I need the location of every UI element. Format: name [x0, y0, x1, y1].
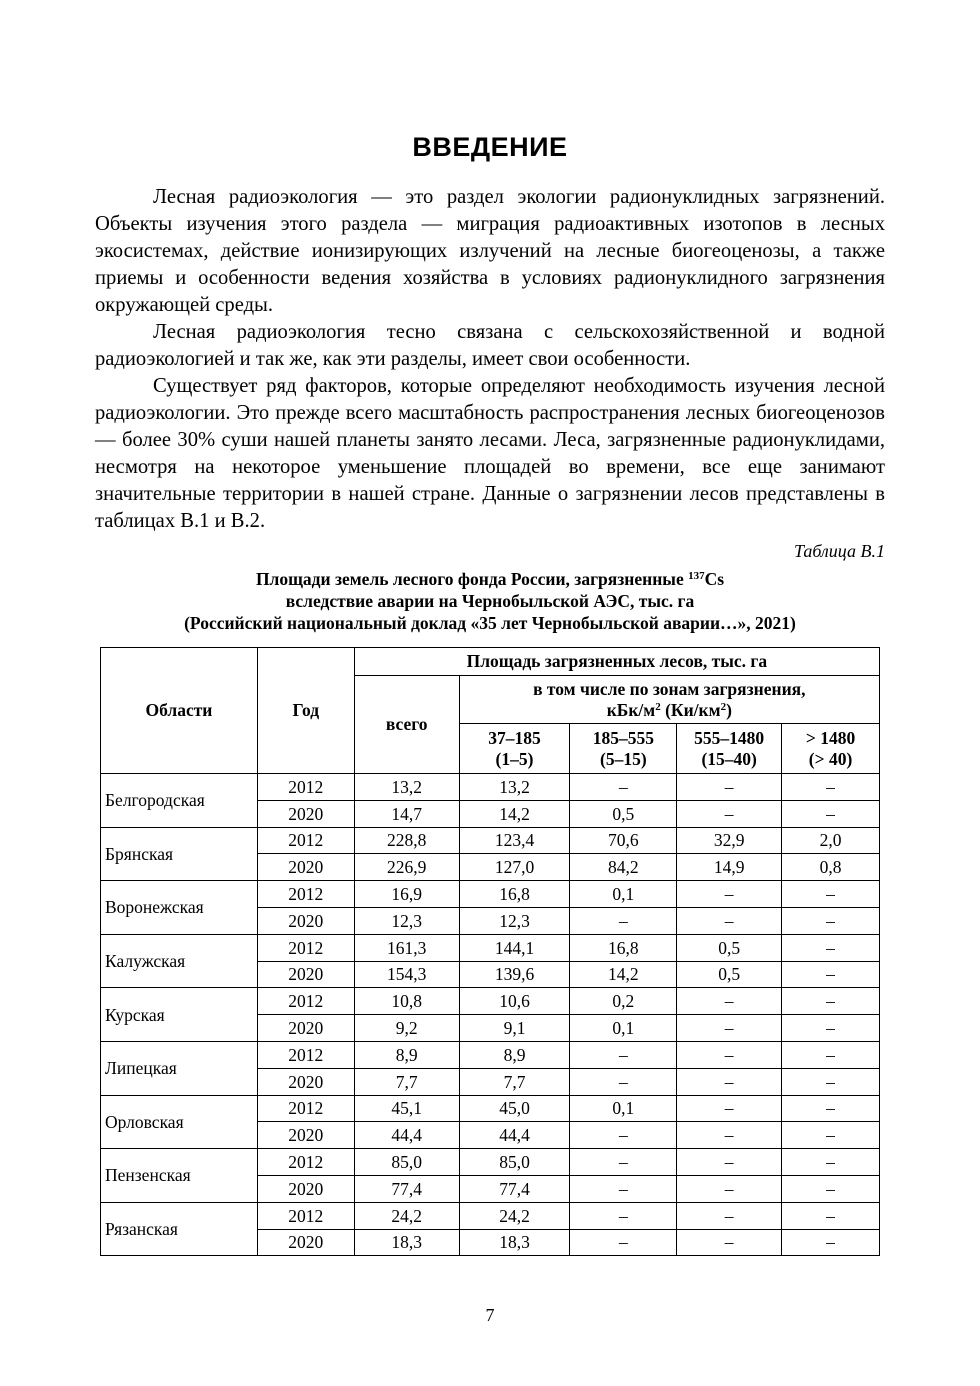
- zone-2-cell: –: [570, 1149, 677, 1176]
- zone-2-cell: 70,6: [570, 827, 677, 854]
- table-row: [101, 827, 880, 854]
- zone-2-cell: –: [570, 907, 677, 934]
- page-number: 7: [485, 1305, 495, 1325]
- total-area-cell: 77,4: [354, 1175, 459, 1202]
- zone-3-cell: 0,5: [677, 934, 782, 961]
- zone-3-cell: –: [677, 1122, 782, 1149]
- zone-4-cell: 0,8: [782, 854, 880, 881]
- zone-2-cell: 0,1: [570, 1095, 677, 1122]
- zone-3-cell: –: [677, 774, 782, 801]
- zone-4-cell: 2,0: [782, 827, 880, 854]
- year-cell: 2020: [257, 1068, 354, 1095]
- zone-4-cell: –: [782, 881, 880, 908]
- total-area-cell: 44,4: [354, 1122, 459, 1149]
- region-name-cell: Курская: [101, 988, 258, 1042]
- zone-3-cell: 0,5: [677, 961, 782, 988]
- isotope-mass-number: 137: [688, 570, 705, 582]
- zone-2-cell: 0,5: [570, 800, 677, 827]
- zone-3-cell: –: [677, 800, 782, 827]
- zone-1-cell: 85,0: [459, 1149, 570, 1176]
- zone-4-cell: –: [782, 1068, 880, 1095]
- zone-1-cell: 13,2: [459, 774, 570, 801]
- header-area-group: Площадь загрязненных лесов, тыс. га: [354, 648, 879, 676]
- paragraph: Лесная радиоэкология — это раздел экологии радионуклидных загрязнений. Объекты изучения этого раздела — миграция радиоактивных изотопов в лесных экосистемах, действие ионизирующих излучений на лесные биогеоценозы, а также приемы и особенности ведения хозяйства в условиях радионуклидного загрязнения окружающей среды.: [95, 186, 885, 316]
- zone-4-cell: –: [782, 1229, 880, 1256]
- total-area-cell: 7,7: [354, 1068, 459, 1095]
- year-cell: 2012: [257, 881, 354, 908]
- zone-3-cell: –: [677, 907, 782, 934]
- zone-1-cell: 144,1: [459, 934, 570, 961]
- total-area-cell: 16,9: [354, 881, 459, 908]
- year-cell: 2020: [257, 854, 354, 881]
- zone-4-cell: –: [782, 934, 880, 961]
- zone-4-cell: –: [782, 1202, 880, 1229]
- year-cell: 2012: [257, 1095, 354, 1122]
- zone-1-cell: 9,1: [459, 1015, 570, 1042]
- year-cell: 2012: [257, 1149, 354, 1176]
- zone-2-cell: 0,1: [570, 881, 677, 908]
- zone-4-cell: –: [782, 774, 880, 801]
- zone-4-cell: –: [782, 1041, 880, 1068]
- total-area-cell: 226,9: [354, 854, 459, 881]
- header-zone-1: 37–185 (1–5): [459, 724, 570, 774]
- zone-4-cell: –: [782, 1149, 880, 1176]
- table-row: [101, 934, 880, 961]
- zone-1-cell: 18,3: [459, 1229, 570, 1256]
- zone-3-cell: –: [677, 1015, 782, 1042]
- year-cell: 2020: [257, 1015, 354, 1042]
- region-name-cell: Калужская: [101, 934, 258, 988]
- year-cell: 2020: [257, 907, 354, 934]
- zone-3-cell: –: [677, 1229, 782, 1256]
- total-area-cell: 9,2: [354, 1015, 459, 1042]
- zone-3-cell: 32,9: [677, 827, 782, 854]
- zone-4-cell: –: [782, 1095, 880, 1122]
- year-cell: 2020: [257, 961, 354, 988]
- table-title-line-1: Площади земель лесного фонда России, загрязненные $^{137}$Cs: [255, 569, 725, 589]
- zone-1-cell: 123,4: [459, 827, 570, 854]
- zone-1-cell: 127,0: [459, 854, 570, 881]
- total-area-cell: 14,7: [354, 800, 459, 827]
- year-cell: 2020: [257, 1229, 354, 1256]
- header-region: Области: [101, 648, 258, 774]
- total-area-cell: 161,3: [354, 934, 459, 961]
- zone-3-cell: –: [677, 988, 782, 1015]
- zone-1-cell: 45,0: [459, 1095, 570, 1122]
- table-title-line-2: вследствие аварии на Чернобыльской АЭС, тыс. га: [285, 591, 695, 611]
- table-row: [101, 988, 880, 1015]
- section-heading: ВВЕДЕНИЕ: [412, 132, 568, 162]
- total-area-cell: 154,3: [354, 961, 459, 988]
- contamination-table: [100, 647, 880, 1256]
- body-text: [95, 184, 885, 535]
- region-name-cell: Брянская: [101, 827, 258, 881]
- region-name-cell: Белгородская: [101, 774, 258, 828]
- zone-1-cell: 77,4: [459, 1175, 570, 1202]
- region-name-cell: Орловская: [101, 1095, 258, 1149]
- zone-2-cell: –: [570, 774, 677, 801]
- zone-4-cell: –: [782, 961, 880, 988]
- zone-1-cell: 16,8: [459, 881, 570, 908]
- zone-2-cell: 0,2: [570, 988, 677, 1015]
- year-cell: 2020: [257, 1175, 354, 1202]
- table-row: [101, 1095, 880, 1122]
- zone-4-cell: –: [782, 1015, 880, 1042]
- year-cell: 2012: [257, 934, 354, 961]
- total-area-cell: 228,8: [354, 827, 459, 854]
- zone-2-cell: –: [570, 1229, 677, 1256]
- header-zone-3: 555–1480 (15–40): [677, 724, 782, 774]
- header-zone-2: 185–555 (5–15): [570, 724, 677, 774]
- total-area-cell: 13,2: [354, 774, 459, 801]
- total-area-cell: 45,1: [354, 1095, 459, 1122]
- zone-3-cell: –: [677, 1041, 782, 1068]
- table-row: [101, 1149, 880, 1176]
- zone-2-cell: –: [570, 1122, 677, 1149]
- zone-1-cell: 44,4: [459, 1122, 570, 1149]
- zone-2-cell: 84,2: [570, 854, 677, 881]
- paragraph: Существует ряд факторов, которые определяют необходимость изучения лесной радиоэкологии. Это прежде всего масштабность распространения лесных биогеоценозов — более 30% суши нашей планеты занято лесами. Леса, загрязненные радионуклидами, несмотря на некоторое уменьшение площадей во времени, все еще занимают значительные территории в нашей стране. Данные о загрязнении лесов представлены в таблицах В.1 и В.2.: [95, 375, 885, 532]
- zone-4-cell: –: [782, 1122, 880, 1149]
- year-cell: 2012: [257, 827, 354, 854]
- header-total: всего: [354, 676, 459, 774]
- zone-3-cell: –: [677, 881, 782, 908]
- total-area-cell: 85,0: [354, 1149, 459, 1176]
- zone-2-cell: –: [570, 1041, 677, 1068]
- zone-3-cell: –: [677, 1149, 782, 1176]
- zone-1-cell: 139,6: [459, 961, 570, 988]
- region-name-cell: Липецкая: [101, 1041, 258, 1095]
- table-row: [101, 881, 880, 908]
- table-title-line-3: (Российский национальный доклад «35 лет Чернобыльской аварии…», 2021): [184, 613, 796, 633]
- header-zone-4: > 1480 (> 40): [782, 724, 880, 774]
- paragraph: Лесная радиоэкология тесно связана с сельскохозяйственной и водной радиоэкологией и так же, как эти разделы, имеет свои особенности.: [95, 321, 885, 370]
- table-row: [101, 774, 880, 801]
- header-zones-group: в том числе по зонам загрязнения, кБк/$м^2$ $(Ки/км^2)$: [459, 676, 879, 724]
- zone-2-cell: 0,1: [570, 1015, 677, 1042]
- year-cell: 2012: [257, 988, 354, 1015]
- zone-4-cell: –: [782, 907, 880, 934]
- zone-3-cell: 14,9: [677, 854, 782, 881]
- total-area-cell: 24,2: [354, 1202, 459, 1229]
- region-name-cell: Пензенская: [101, 1149, 258, 1203]
- year-cell: 2012: [257, 1202, 354, 1229]
- zone-4-cell: –: [782, 988, 880, 1015]
- year-cell: 2012: [257, 1041, 354, 1068]
- isotope-symbol: Cs: [704, 569, 725, 589]
- zone-3-cell: –: [677, 1175, 782, 1202]
- year-cell: 2020: [257, 1122, 354, 1149]
- zone-1-cell: 10,6: [459, 988, 570, 1015]
- zone-1-cell: 24,2: [459, 1202, 570, 1229]
- zone-4-cell: –: [782, 800, 880, 827]
- zone-2-cell: –: [570, 1202, 677, 1229]
- year-cell: 2012: [257, 774, 354, 801]
- zone-1-cell: 14,2: [459, 800, 570, 827]
- region-name-cell: Рязанская: [101, 1202, 258, 1256]
- table-label: Таблица В.1: [793, 541, 885, 561]
- zone-1-cell: 7,7: [459, 1068, 570, 1095]
- table-row: [101, 1202, 880, 1229]
- zone-3-cell: –: [677, 1095, 782, 1122]
- zone-3-cell: –: [677, 1202, 782, 1229]
- zone-2-cell: 14,2: [570, 961, 677, 988]
- total-area-cell: 8,9: [354, 1041, 459, 1068]
- zone-4-cell: –: [782, 1175, 880, 1202]
- zone-3-cell: –: [677, 1068, 782, 1095]
- zone-2-cell: –: [570, 1068, 677, 1095]
- total-area-cell: 12,3: [354, 907, 459, 934]
- total-area-cell: 18,3: [354, 1229, 459, 1256]
- zone-1-cell: 8,9: [459, 1041, 570, 1068]
- total-area-cell: 10,8: [354, 988, 459, 1015]
- table-title: [95, 568, 885, 634]
- region-name-cell: Воронежская: [101, 881, 258, 935]
- zone-1-cell: 12,3: [459, 907, 570, 934]
- header-year: Год: [257, 648, 354, 774]
- year-cell: 2020: [257, 800, 354, 827]
- zone-2-cell: –: [570, 1175, 677, 1202]
- table-row: [101, 1041, 880, 1068]
- zone-2-cell: 16,8: [570, 934, 677, 961]
- table-body: [101, 774, 880, 1256]
